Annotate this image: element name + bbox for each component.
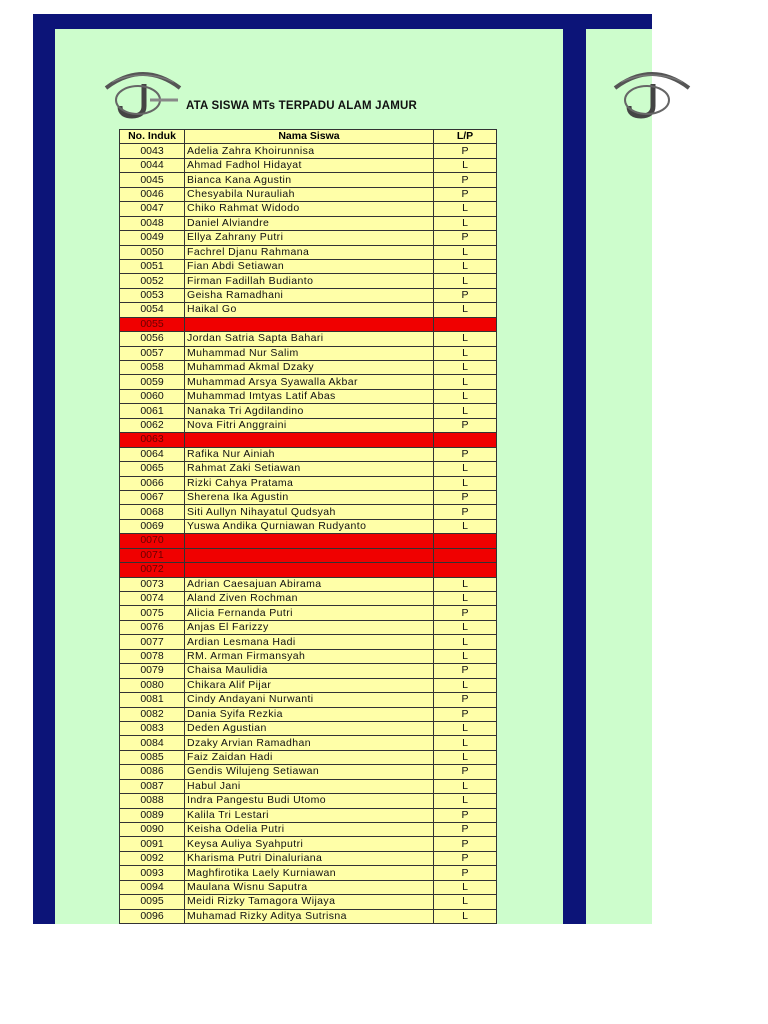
cell-no-induk: 0058 bbox=[120, 361, 185, 375]
cell-no-induk: 0084 bbox=[120, 736, 185, 750]
table-row bbox=[120, 794, 497, 808]
cell-no-induk: 0053 bbox=[120, 288, 185, 302]
cell-lp: P bbox=[434, 173, 497, 187]
cell-no-induk: 0059 bbox=[120, 375, 185, 389]
table-row bbox=[120, 721, 497, 735]
cell-no-induk: 0076 bbox=[120, 620, 185, 634]
cell-no-induk: 0068 bbox=[120, 505, 185, 519]
table-row bbox=[120, 736, 497, 750]
cell-lp: L bbox=[434, 880, 497, 894]
cell-nama-siswa: Muhammad Arsya Syawalla Akbar bbox=[185, 375, 434, 389]
table-row bbox=[120, 144, 497, 158]
table-row bbox=[120, 548, 497, 562]
table-row bbox=[120, 173, 497, 187]
cell-nama-siswa: Ahmad Fadhol Hidayat bbox=[185, 158, 434, 172]
column-header-lp: L/P bbox=[434, 130, 497, 144]
table-row bbox=[120, 563, 497, 577]
cell-lp: P bbox=[434, 144, 497, 158]
cell-no-induk: 0044 bbox=[120, 158, 185, 172]
cell-nama-siswa: Dania Syifa Rezkia bbox=[185, 707, 434, 721]
cell-lp: L bbox=[434, 462, 497, 476]
cell-nama-siswa: Fachrel Djanu Rahmana bbox=[185, 245, 434, 259]
cell-lp: L bbox=[434, 389, 497, 403]
cell-lp: P bbox=[434, 606, 497, 620]
cell-no-induk: 0094 bbox=[120, 880, 185, 894]
jamur-umbrella-logo bbox=[102, 66, 184, 120]
cell-lp: L bbox=[434, 577, 497, 591]
table-row bbox=[120, 476, 497, 490]
cell-nama-siswa: Alicia Fernanda Putri bbox=[185, 606, 434, 620]
table-row bbox=[120, 202, 497, 216]
cell-nama-siswa: Dzaky Arvian Ramadhan bbox=[185, 736, 434, 750]
cell-lp: L bbox=[434, 375, 497, 389]
jamur-umbrella-logo-right bbox=[611, 66, 693, 120]
table-row bbox=[120, 505, 497, 519]
table-row bbox=[120, 375, 497, 389]
cell-nama-siswa: RM. Arman Firmansyah bbox=[185, 649, 434, 663]
cell-no-induk: 0057 bbox=[120, 346, 185, 360]
table-row bbox=[120, 649, 497, 663]
table-row bbox=[120, 693, 497, 707]
cell-no-induk: 0092 bbox=[120, 851, 185, 865]
cell-no-induk: 0045 bbox=[120, 173, 185, 187]
cell-nama-siswa: Faiz Zaidan Hadi bbox=[185, 750, 434, 764]
table-row bbox=[120, 231, 497, 245]
column-header-no-induk: No. Induk bbox=[120, 130, 185, 144]
cell-no-induk: 0071 bbox=[120, 548, 185, 562]
cell-lp: L bbox=[434, 721, 497, 735]
cell-no-induk: 0081 bbox=[120, 693, 185, 707]
cell-lp: L bbox=[434, 779, 497, 793]
cell-no-induk: 0083 bbox=[120, 721, 185, 735]
table-row bbox=[120, 187, 497, 201]
cell-nama-siswa bbox=[185, 317, 434, 331]
cell-nama-siswa bbox=[185, 548, 434, 562]
cell-lp: L bbox=[434, 274, 497, 288]
cell-lp: L bbox=[434, 649, 497, 663]
cell-no-induk: 0054 bbox=[120, 303, 185, 317]
table-row bbox=[120, 909, 497, 923]
cell-nama-siswa: Keysa Auliya Syahputri bbox=[185, 837, 434, 851]
table-row bbox=[120, 288, 497, 302]
cell-lp: L bbox=[434, 259, 497, 273]
cell-no-induk: 0093 bbox=[120, 866, 185, 880]
table-row bbox=[120, 534, 497, 548]
cell-nama-siswa: Aland Ziven Rochman bbox=[185, 592, 434, 606]
cell-lp: P bbox=[434, 823, 497, 837]
cell-lp: P bbox=[434, 288, 497, 302]
table-row bbox=[120, 577, 497, 591]
cell-lp: L bbox=[434, 895, 497, 909]
table-row bbox=[120, 707, 497, 721]
cell-lp: L bbox=[434, 346, 497, 360]
cell-lp: L bbox=[434, 736, 497, 750]
cell-nama-siswa: Ellya Zahrany Putri bbox=[185, 231, 434, 245]
cell-lp: P bbox=[434, 837, 497, 851]
cell-nama-siswa: Siti Aullyn Nihayatul Qudsyah bbox=[185, 505, 434, 519]
cell-nama-siswa: Fian Abdi Setiawan bbox=[185, 259, 434, 273]
cell-no-induk: 0080 bbox=[120, 678, 185, 692]
cell-nama-siswa: Chesyabila Nurauliah bbox=[185, 187, 434, 201]
table-row bbox=[120, 418, 497, 432]
table-row bbox=[120, 851, 497, 865]
cell-no-induk: 0089 bbox=[120, 808, 185, 822]
cell-lp: L bbox=[434, 519, 497, 533]
table-row bbox=[120, 389, 497, 403]
cell-no-induk: 0070 bbox=[120, 534, 185, 548]
cell-nama-siswa: Muhammad Akmal Dzaky bbox=[185, 361, 434, 375]
cell-lp bbox=[434, 548, 497, 562]
cell-no-induk: 0061 bbox=[120, 404, 185, 418]
cell-nama-siswa: Chaisa Maulidia bbox=[185, 664, 434, 678]
cell-lp: P bbox=[434, 693, 497, 707]
cell-no-induk: 0086 bbox=[120, 765, 185, 779]
cell-nama-siswa: Maghfirotika Laely Kurniawan bbox=[185, 866, 434, 880]
cell-nama-siswa: Rahmat Zaki Setiawan bbox=[185, 462, 434, 476]
cell-nama-siswa: Maulana Wisnu Saputra bbox=[185, 880, 434, 894]
cell-lp bbox=[434, 563, 497, 577]
cell-lp: P bbox=[434, 866, 497, 880]
cell-nama-siswa: Rizki Cahya Pratama bbox=[185, 476, 434, 490]
table-row bbox=[120, 779, 497, 793]
table-row bbox=[120, 332, 497, 346]
table-row bbox=[120, 837, 497, 851]
cell-lp: P bbox=[434, 187, 497, 201]
cell-nama-siswa: Jordan Satria Sapta Bahari bbox=[185, 332, 434, 346]
cell-lp: L bbox=[434, 202, 497, 216]
cell-nama-siswa: Habul Jani bbox=[185, 779, 434, 793]
cell-no-induk: 0052 bbox=[120, 274, 185, 288]
next-sheet-preview bbox=[586, 29, 652, 924]
cell-nama-siswa: Chiko Rahmat Widodo bbox=[185, 202, 434, 216]
table-row bbox=[120, 750, 497, 764]
cell-no-induk: 0056 bbox=[120, 332, 185, 346]
cell-no-induk: 0064 bbox=[120, 447, 185, 461]
cell-lp: P bbox=[434, 851, 497, 865]
table-row bbox=[120, 245, 497, 259]
cell-lp: P bbox=[434, 707, 497, 721]
cell-nama-siswa: Nanaka Tri Agdilandino bbox=[185, 404, 434, 418]
cell-no-induk: 0082 bbox=[120, 707, 185, 721]
table-row bbox=[120, 808, 497, 822]
cell-lp: P bbox=[434, 418, 497, 432]
table-row bbox=[120, 866, 497, 880]
cell-no-induk: 0049 bbox=[120, 231, 185, 245]
table-row bbox=[120, 490, 497, 504]
cell-nama-siswa: Adrian Caesajuan Abirama bbox=[185, 577, 434, 591]
table-row bbox=[120, 433, 497, 447]
cell-no-induk: 0043 bbox=[120, 144, 185, 158]
cell-lp bbox=[434, 534, 497, 548]
column-header-nama-siswa: Nama Siswa bbox=[185, 130, 434, 144]
cell-nama-siswa: Kalila Tri Lestari bbox=[185, 808, 434, 822]
cell-lp: L bbox=[434, 361, 497, 375]
table-row bbox=[120, 274, 497, 288]
cell-no-induk: 0088 bbox=[120, 794, 185, 808]
cell-nama-siswa: Anjas El Farizzy bbox=[185, 620, 434, 634]
table-row bbox=[120, 895, 497, 909]
cell-nama-siswa: Yuswa Andika Qurniawan Rudyanto bbox=[185, 519, 434, 533]
table-row bbox=[120, 592, 497, 606]
table-row bbox=[120, 880, 497, 894]
cell-nama-siswa bbox=[185, 433, 434, 447]
cell-lp: P bbox=[434, 808, 497, 822]
cell-nama-siswa: Rafika Nur Ainiah bbox=[185, 447, 434, 461]
cell-nama-siswa: Cindy Andayani Nurwanti bbox=[185, 693, 434, 707]
cell-no-induk: 0087 bbox=[120, 779, 185, 793]
cell-nama-siswa: Daniel Alviandre bbox=[185, 216, 434, 230]
cell-no-induk: 0096 bbox=[120, 909, 185, 923]
cell-no-induk: 0055 bbox=[120, 317, 185, 331]
cell-nama-siswa: Indra Pangestu Budi Utomo bbox=[185, 794, 434, 808]
cell-nama-siswa bbox=[185, 534, 434, 548]
table-row bbox=[120, 519, 497, 533]
cell-no-induk: 0074 bbox=[120, 592, 185, 606]
cell-nama-siswa bbox=[185, 563, 434, 577]
cell-no-induk: 0073 bbox=[120, 577, 185, 591]
cell-no-induk: 0047 bbox=[120, 202, 185, 216]
table-row bbox=[120, 317, 497, 331]
table-row bbox=[120, 678, 497, 692]
cell-lp: L bbox=[434, 909, 497, 923]
cell-nama-siswa: Chikara Alif Pijar bbox=[185, 678, 434, 692]
table-row bbox=[120, 447, 497, 461]
cell-nama-siswa: Haikal Go bbox=[185, 303, 434, 317]
cell-lp: L bbox=[434, 216, 497, 230]
cell-no-induk: 0066 bbox=[120, 476, 185, 490]
cell-no-induk: 0046 bbox=[120, 187, 185, 201]
table-row bbox=[120, 462, 497, 476]
cell-no-induk: 0067 bbox=[120, 490, 185, 504]
cell-no-induk: 0077 bbox=[120, 635, 185, 649]
cell-nama-siswa: Muhammad Imtyas Latif Abas bbox=[185, 389, 434, 403]
table-row bbox=[120, 346, 497, 360]
table-row bbox=[120, 303, 497, 317]
cell-no-induk: 0095 bbox=[120, 895, 185, 909]
cell-lp: P bbox=[434, 447, 497, 461]
cell-lp: L bbox=[434, 303, 497, 317]
cell-nama-siswa: Firman Fadillah Budianto bbox=[185, 274, 434, 288]
cell-nama-siswa: Muhamad Rizky Aditya Sutrisna bbox=[185, 909, 434, 923]
cell-nama-siswa: Ardian Lesmana Hadi bbox=[185, 635, 434, 649]
table-row bbox=[120, 635, 497, 649]
table-row bbox=[120, 823, 497, 837]
cell-lp bbox=[434, 433, 497, 447]
cell-no-induk: 0085 bbox=[120, 750, 185, 764]
cell-lp: L bbox=[434, 635, 497, 649]
cell-no-induk: 0072 bbox=[120, 563, 185, 577]
cell-lp: P bbox=[434, 231, 497, 245]
cell-lp: L bbox=[434, 678, 497, 692]
cell-no-induk: 0048 bbox=[120, 216, 185, 230]
table-row bbox=[120, 216, 497, 230]
cell-lp: L bbox=[434, 158, 497, 172]
cell-no-induk: 0065 bbox=[120, 462, 185, 476]
cell-lp: L bbox=[434, 794, 497, 808]
cell-lp: L bbox=[434, 592, 497, 606]
cell-nama-siswa: Meidi Rizky Tamagora Wijaya bbox=[185, 895, 434, 909]
cell-nama-siswa: Keisha Odelia Putri bbox=[185, 823, 434, 837]
cell-lp: L bbox=[434, 332, 497, 346]
cell-nama-siswa: Gendis Wilujeng Setiawan bbox=[185, 765, 434, 779]
table-row bbox=[120, 404, 497, 418]
cell-lp: L bbox=[434, 476, 497, 490]
table-row bbox=[120, 158, 497, 172]
page-title: ATA SISWA MTs TERPADU ALAM JAMUR bbox=[186, 100, 418, 112]
cell-nama-siswa: Bianca Kana Agustin bbox=[185, 173, 434, 187]
table-header-row bbox=[120, 130, 497, 144]
cell-no-induk: 0062 bbox=[120, 418, 185, 432]
cell-no-induk: 0091 bbox=[120, 837, 185, 851]
table-row bbox=[120, 606, 497, 620]
cell-no-induk: 0069 bbox=[120, 519, 185, 533]
cell-nama-siswa: Adelia Zahra Khoirunnisa bbox=[185, 144, 434, 158]
cell-lp: L bbox=[434, 404, 497, 418]
cell-lp: L bbox=[434, 620, 497, 634]
cell-nama-siswa: Geisha Ramadhani bbox=[185, 288, 434, 302]
cell-lp: P bbox=[434, 765, 497, 779]
student-table bbox=[119, 129, 497, 924]
cell-lp: L bbox=[434, 245, 497, 259]
cell-lp: P bbox=[434, 664, 497, 678]
cell-nama-siswa: Kharisma Putri Dinaluriana bbox=[185, 851, 434, 865]
cell-lp bbox=[434, 317, 497, 331]
cell-lp: P bbox=[434, 505, 497, 519]
table-row bbox=[120, 361, 497, 375]
cell-no-induk: 0079 bbox=[120, 664, 185, 678]
cell-no-induk: 0051 bbox=[120, 259, 185, 273]
cell-nama-siswa: Deden Agustian bbox=[185, 721, 434, 735]
table-row bbox=[120, 620, 497, 634]
cell-lp: L bbox=[434, 750, 497, 764]
cell-no-induk: 0078 bbox=[120, 649, 185, 663]
cell-no-induk: 0090 bbox=[120, 823, 185, 837]
cell-nama-siswa: Sherena Ika Agustin bbox=[185, 490, 434, 504]
cell-nama-siswa: Nova Fitri Anggraini bbox=[185, 418, 434, 432]
table-row bbox=[120, 664, 497, 678]
cell-nama-siswa: Muhammad Nur Salim bbox=[185, 346, 434, 360]
table-row bbox=[120, 765, 497, 779]
cell-lp: P bbox=[434, 490, 497, 504]
cell-no-induk: 0060 bbox=[120, 389, 185, 403]
cell-no-induk: 0075 bbox=[120, 606, 185, 620]
table-row bbox=[120, 259, 497, 273]
cell-no-induk: 0063 bbox=[120, 433, 185, 447]
cell-no-induk: 0050 bbox=[120, 245, 185, 259]
